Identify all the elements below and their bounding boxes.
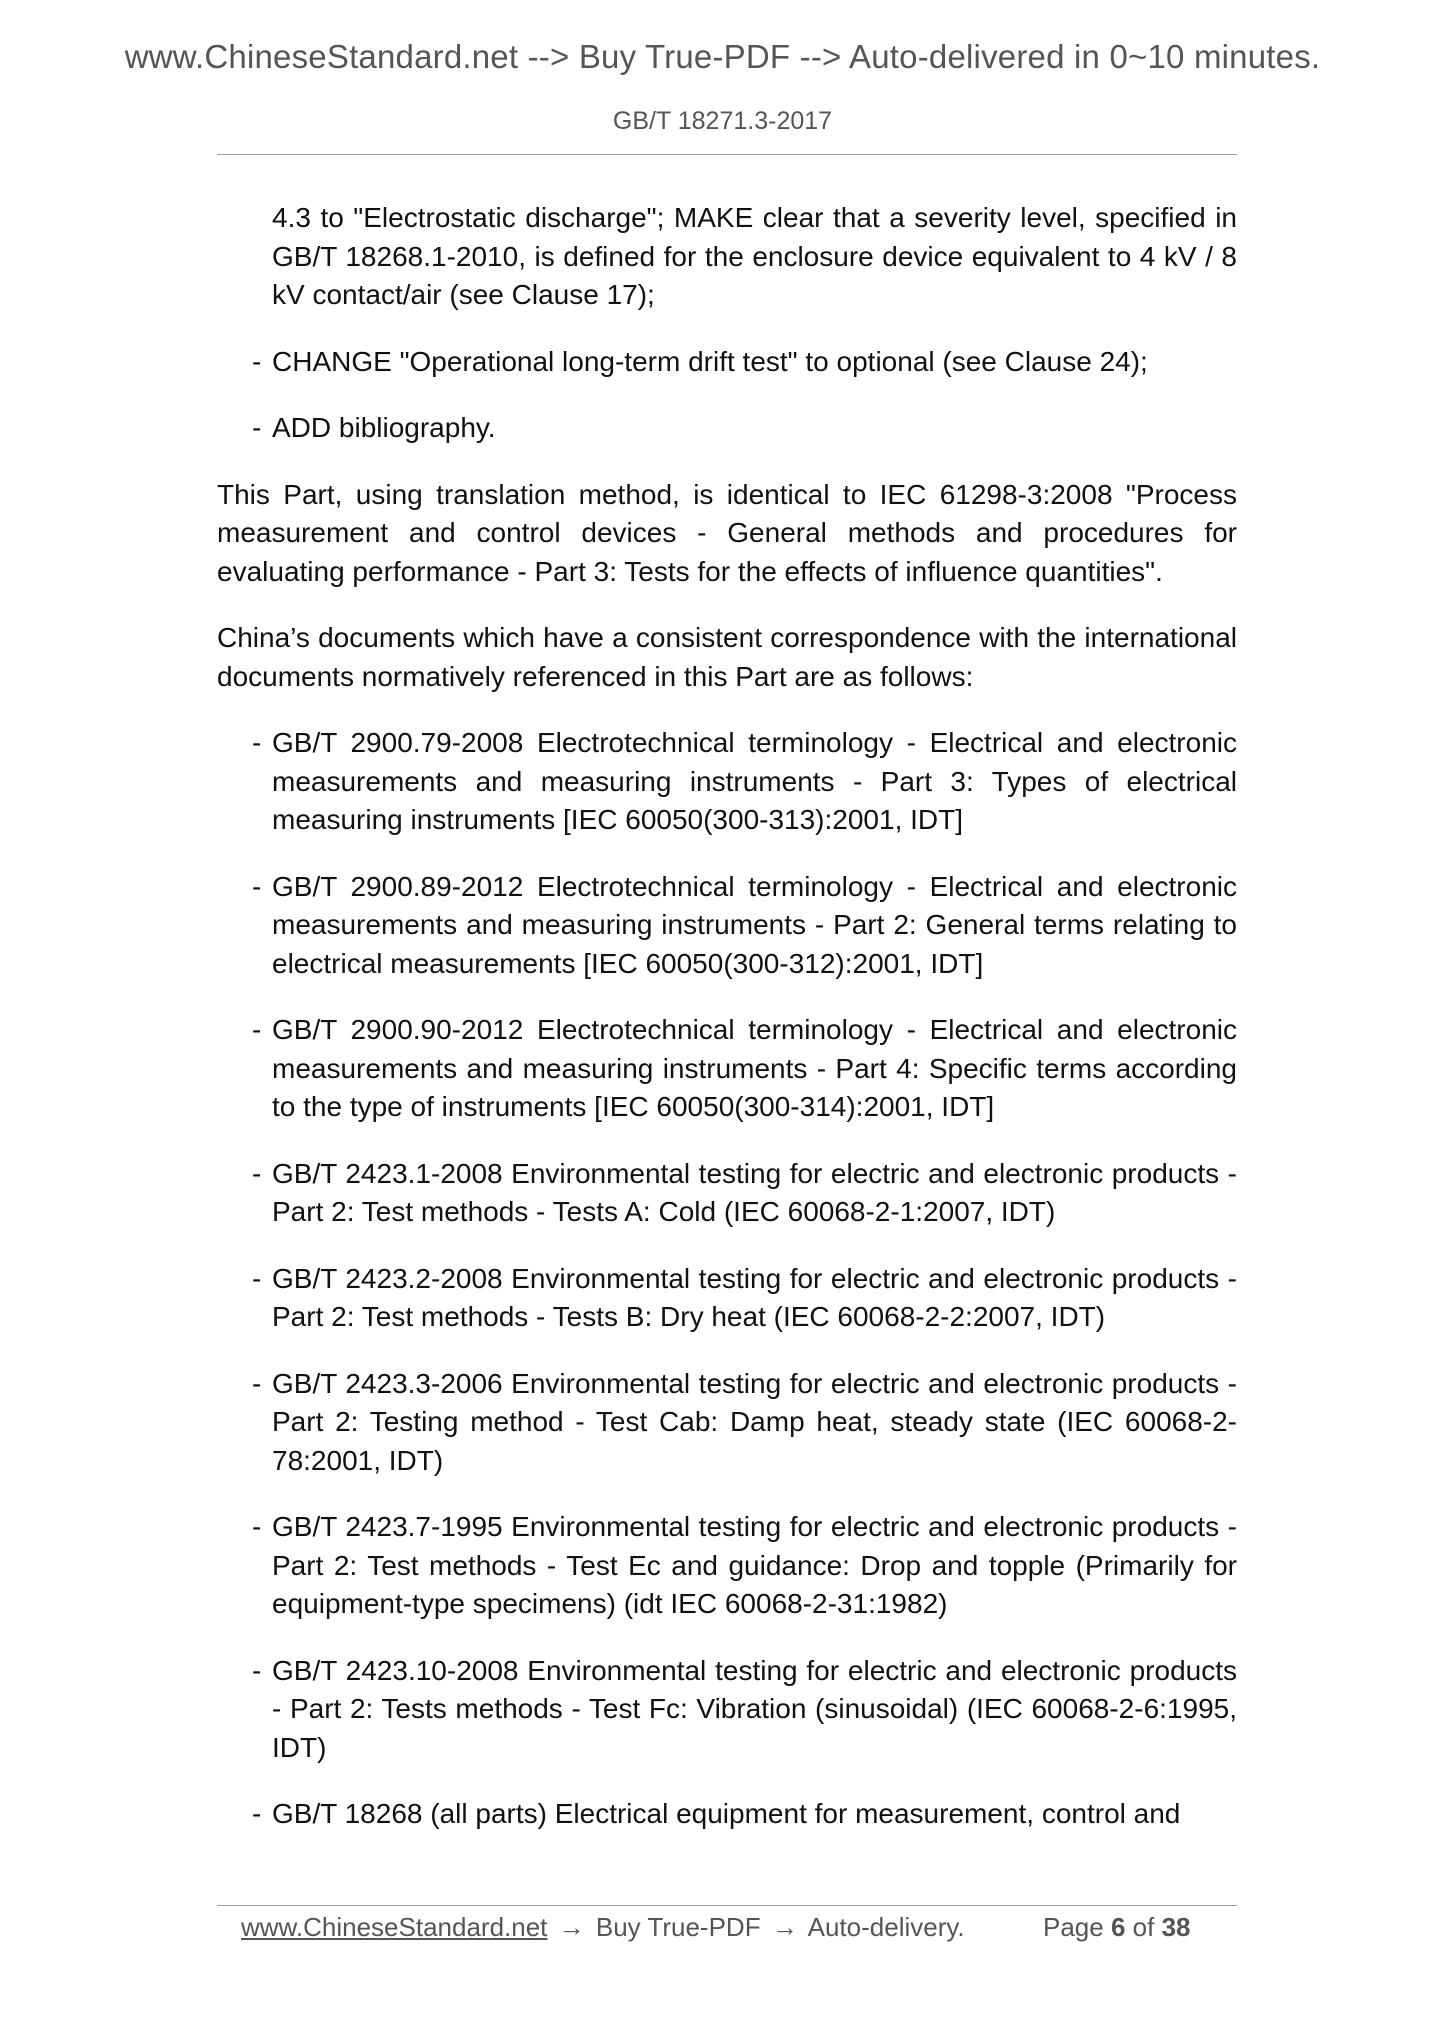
reference-text: GB/T 2423.3-2006 Environmental testing for electric and electronic products - Part 2: Testing method - Test Cab: Damp heat, steady state (IEC 60068-2-78:2001, IDT) bbox=[272, 1367, 1237, 1476]
reference-item bbox=[217, 868, 1237, 984]
current-page-number: 6 bbox=[1110, 1912, 1126, 1942]
page-label: Page bbox=[1043, 1912, 1104, 1942]
of-label: of bbox=[1132, 1912, 1155, 1942]
list-item-text: ADD bibliography. bbox=[272, 412, 496, 443]
list-item bbox=[217, 409, 1237, 448]
reference-text: GB/T 18268 (all parts) Electrical equipment for measurement, control and bbox=[272, 1798, 1181, 1829]
list-dash: - bbox=[252, 1511, 262, 1542]
reference-text: GB/T 2423.10-2008 Environmental testing for electric and electronic products - Part 2: Tests methods - Test Fc: Vibration (sinusoidal) (IEC 60068-2-6:1995, IDT) bbox=[272, 1654, 1237, 1763]
reference-item bbox=[217, 1795, 1237, 1834]
right-arrow-icon: → bbox=[771, 1912, 798, 1942]
header-divider bbox=[217, 154, 1237, 155]
list-item bbox=[217, 343, 1237, 382]
footer-buy-text: Buy True-PDF bbox=[595, 1912, 761, 1942]
total-pages-number: 38 bbox=[1161, 1912, 1191, 1942]
list-dash: - bbox=[252, 1798, 262, 1829]
site-banner: www.ChineseStandard.net --> Buy True-PDF --> Auto-delivered in 0~10 minutes. bbox=[124, 38, 1321, 75]
list-dash: - bbox=[252, 870, 262, 902]
reference-text: GB/T 2423.2-2008 Environmental testing for electric and electronic products - Part 2: Test methods - Tests B: Dry heat (IEC 60068-2-2:2007, IDT) bbox=[272, 1262, 1237, 1332]
reference-text: GB/T 2900.89-2012 Electrotechnical terminology - Electrical and electronic measurements and measuring instruments - Part 2: General terms relating to electrical measurements [IEC 60050(300-312):2001, IDT] bbox=[272, 870, 1237, 979]
right-arrow-icon: → bbox=[558, 1912, 585, 1942]
footer-delivery-text: Auto-delivery. bbox=[807, 1912, 965, 1942]
reference-item bbox=[217, 1155, 1237, 1232]
list-dash: - bbox=[252, 1367, 262, 1399]
reference-item bbox=[217, 1260, 1237, 1337]
page-body bbox=[217, 199, 1237, 1862]
list-item-text: CHANGE "Operational long-term drift test" to optional (see Clause 24); bbox=[272, 345, 1148, 377]
list-dash: - bbox=[252, 1654, 262, 1686]
reference-text: GB/T 2900.79-2008 Electrotechnical terminology - Electrical and electronic measurements and measuring instruments - Part 3: Types of electrical measuring instruments [IEC 60050(300-313):2001, IDT] bbox=[272, 727, 1237, 835]
list-dash: - bbox=[252, 1262, 262, 1294]
reference-text: GB/T 2423.1-2008 Environmental testing for electric and electronic products - Part 2: Test methods - Tests A: Cold (IEC 60068-2-1:2007, IDT) bbox=[272, 1157, 1237, 1227]
list-dash: - bbox=[252, 1157, 262, 1189]
reference-item bbox=[217, 724, 1237, 840]
list-dash: - bbox=[252, 1014, 262, 1045]
footer-divider bbox=[217, 1905, 1237, 1906]
document-code: GB/T 18271.3-2017 bbox=[612, 107, 833, 135]
continued-list-item: 4.3 to "Electrostatic discharge"; MAKE clear that a severity level, specified in GB/T 18268.1-2010, is defined for the enclosure device equivalent to 4 kV / 8 kV contact/air (see Clause 17); bbox=[272, 202, 1237, 310]
list-dash: - bbox=[252, 727, 262, 758]
footer-site-link[interactable]: www.ChineseStandard.net bbox=[241, 1912, 548, 1942]
paragraph-translation: This Part, using translation method, is identical to IEC 61298-3:2008 "Process measurement and control devices - General methods and procedures for evaluating performance - Part 3: Tests for the effects of influence quantities". bbox=[217, 478, 1237, 587]
reference-item bbox=[217, 1365, 1237, 1481]
reference-item bbox=[217, 1652, 1237, 1768]
reference-text: GB/T 2900.90-2012 Electrotechnical terminology - Electrical and electronic measurements and measuring instruments - Part 4: Specific terms according to the type of instruments [IEC 60050(300-314):2001, IDT] bbox=[272, 1014, 1237, 1122]
list-dash: - bbox=[252, 412, 262, 443]
reference-item bbox=[217, 1011, 1237, 1127]
page-footer bbox=[241, 1912, 1221, 1943]
page-indicator bbox=[1043, 1912, 1191, 1943]
list-dash: - bbox=[252, 345, 262, 377]
reference-item bbox=[217, 1508, 1237, 1624]
paragraph-correspondence: China’s documents which have a consistent correspondence with the international documents normatively referenced in this Part are as follows: bbox=[217, 622, 1237, 692]
reference-text: GB/T 2423.7-1995 Environmental testing for electric and electronic products - Part 2: Test methods - Test Ec and guidance: Drop and topple (Primarily for equipment-type specimens) (idt IEC 60068-2-31:1982) bbox=[272, 1511, 1237, 1619]
